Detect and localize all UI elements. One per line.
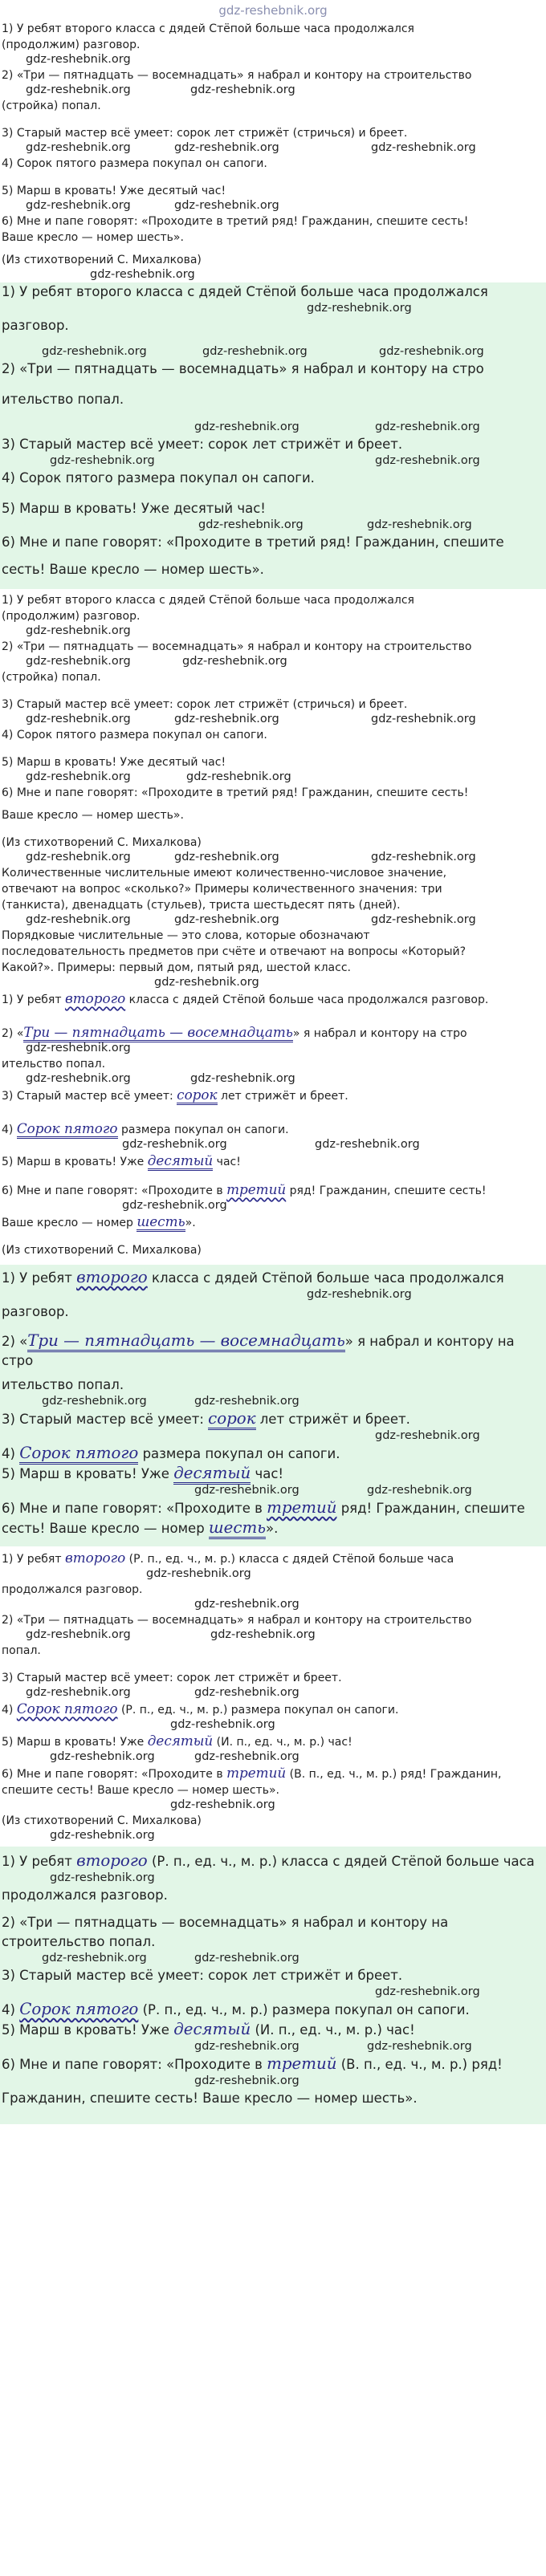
- text-line: Какой?». Примеры: первый дом, пятый ряд, шестой класс.: [2, 961, 351, 974]
- text-line: 6) Мне и папе говорят: «Проходите в третий ряд! Гражданин, спешите сесть!: [2, 1181, 487, 1197]
- watermark: gdz-reshebnik.org: [210, 1628, 316, 1641]
- watermark: gdz-reshebnik.org: [194, 2040, 299, 2053]
- text-line: 5) Марш в кровать! Уже десятый час!: [2, 756, 226, 769]
- marked-numeral: Сорок пятого: [16, 1700, 118, 1717]
- text-line: отвечают на вопрос «сколько?» Примеры количественного значения: три: [2, 883, 442, 896]
- text-line: 5) Марш в кровать! Уже десятый (И. п., ед. ч., м. р.) час!: [2, 1733, 352, 1749]
- watermark: gdz-reshebnik.org: [154, 976, 259, 989]
- text-line: ительство попал.: [2, 392, 124, 407]
- watermark: gdz-reshebnik.org: [190, 1072, 295, 1085]
- text-line: 3) Старый мастер всё умеет: сорок лет стрижёт и бреет.: [2, 1968, 403, 1983]
- watermark: gdz-reshebnik.org: [194, 1750, 299, 1763]
- text-line: последовательность предметов при счёте и отвечают на вопросы «Который?: [2, 945, 467, 958]
- text-line: 1) У ребят второго класса с дядей Стёпой больше часа продолжался: [2, 594, 414, 607]
- text-line: (стройка) попал.: [2, 671, 101, 684]
- watermark: gdz-reshebnik.org: [307, 1288, 412, 1301]
- text-line: 3) Старый мастер всё умеет: сорок лет стрижёт и бреет.: [2, 1672, 342, 1684]
- watermark: gdz-reshebnik.org: [26, 851, 131, 863]
- text-line: 3) Старый мастер всё умеет: сорок лет стрижёт и бреет.: [2, 1409, 546, 1429]
- watermark: gdz-reshebnik.org: [367, 1484, 472, 1497]
- exercise-theory: [0, 589, 546, 976]
- watermark: gdz-reshebnik.org: [26, 655, 131, 668]
- text-line: 4) Сорок пятого размера покупал он сапоги.: [2, 1120, 546, 1138]
- exercise-marked-2: [0, 1265, 546, 1546]
- watermark: gdz-reshebnik.org: [174, 199, 279, 212]
- marked-numeral: десятый: [147, 1733, 214, 1749]
- text-line: 4) Сорок пятого размера покупал он сапоги.: [2, 1444, 546, 1464]
- marked-numeral: сорок: [177, 1087, 217, 1105]
- text-line: спешите сесть! Ваше кресло — номер шесть».: [2, 1784, 279, 1797]
- text-line: 5) Марш в кровать! Уже десятый (И. п., ед. ч., м. р.) час!: [2, 2020, 415, 2038]
- text-line: 1) У ребят второго (Р. п., ед. ч., м. р.) класса с дядей Стёпой больше часа: [2, 1550, 454, 1566]
- watermark: gdz-reshebnik.org: [307, 302, 412, 315]
- text-line: 6) Мне и папе говорят: «Проходите в третий ряд! Гражданин, спешите: [2, 1498, 525, 1517]
- watermark: gdz-reshebnik.org: [170, 1798, 275, 1811]
- text-line: Порядковые числительные — это слова, которые обозначают: [2, 929, 370, 942]
- watermark: gdz-reshebnik.org: [379, 345, 484, 358]
- watermark: gdz-reshebnik.org: [194, 1484, 299, 1497]
- watermark: gdz-reshebnik.org: [194, 1395, 299, 1408]
- marked-numeral: десятый: [173, 2020, 251, 2038]
- text-line: 1) У ребят второго (Р. п., ед. ч., м. р.) класса с дядей Стёпой больше часа: [2, 1851, 535, 1870]
- text-line: 6) Мне и папе говорят: «Проходите в третий (В. п., ед. ч., м. р.) ряд! Гражданин,: [2, 1765, 502, 1781]
- text-line: Ваше кресло — номер шесть».: [2, 231, 184, 244]
- watermark: gdz-reshebnik.org: [26, 1072, 131, 1085]
- text-line: ительство попал.: [2, 1377, 124, 1392]
- exercise-marked-1: [0, 976, 546, 1265]
- watermark: gdz-reshebnik.org: [26, 199, 131, 212]
- text-line: ительство попал.: [2, 1058, 106, 1071]
- text-line: 6) Мне и папе говорят: «Проходите в третий ряд! Гражданин, спешите сесть!: [2, 786, 469, 799]
- text-line: 3) Старый мастер всё умеет: сорок лет стрижёт (стричься) и бреет.: [2, 698, 408, 711]
- text-line: 6) Мне и папе говорят: «Проходите в третий (В. п., ед. ч., м. р.) ряд!: [2, 2054, 503, 2073]
- text-line: сесть! Ваше кресло — номер шесть».: [2, 1518, 546, 1538]
- watermark: gdz-reshebnik.org: [90, 268, 195, 281]
- watermark: gdz-reshebnik.org: [194, 1952, 299, 1965]
- text-line: 2) «Три — пятнадцать — восемнадцать» я набрал и контору на стро: [2, 1331, 515, 1368]
- exercise-morphology-1: [0, 1546, 546, 1847]
- marked-numeral: Сорок пятого: [17, 1120, 118, 1139]
- marked-numeral: третий: [267, 1498, 337, 1517]
- text-line: Гражданин, спешите сесть! Ваше кресло — номер шесть».: [2, 2090, 418, 2106]
- text-line: (Из стихотворений С. Михалкова): [2, 1814, 202, 1827]
- text-line: 2) «Три — пятнадцать — восемнадцать» я набрал и контору на: [2, 1915, 449, 1930]
- text-line: 5) Марш в кровать! Уже десятый час!: [2, 1152, 546, 1170]
- text-line: 5) Марш в кровать! Уже десятый час!: [2, 501, 266, 516]
- marked-numeral: сорок: [208, 1409, 255, 1430]
- watermark: gdz-reshebnik.org: [42, 1952, 147, 1965]
- marked-numeral: второго: [76, 1268, 148, 1286]
- watermark: gdz-reshebnik.org: [26, 624, 131, 637]
- exercise-morphology-2: [0, 1847, 546, 2124]
- text-line: 4) Сорок пятого размера покупал он сапоги.: [2, 729, 267, 742]
- watermark: gdz-reshebnik.org: [26, 83, 131, 96]
- text-line: 6) Мне и папе говорят: «Проходите в третий ряд! Гражданин, спешите: [2, 534, 504, 550]
- watermark: gdz-reshebnik.org: [174, 851, 279, 863]
- watermark: gdz-reshebnik.org: [50, 454, 155, 467]
- watermark: gdz-reshebnik.org: [375, 1985, 480, 1998]
- text-line: 2) «Три — пятнадцать — восемнадцать» я набрал и контору на строительство: [2, 69, 472, 82]
- watermark: gdz-reshebnik.org: [26, 1686, 131, 1699]
- watermark: gdz-reshebnik.org: [122, 1199, 227, 1212]
- watermark: gdz-reshebnik.org: [26, 1042, 131, 1054]
- watermark: gdz-reshebnik.org: [315, 1138, 420, 1151]
- watermark: gdz-reshebnik.org: [50, 1750, 155, 1763]
- watermark: gdz-reshebnik.org: [50, 1871, 155, 1884]
- watermark: gdz-reshebnik.org: [371, 141, 476, 154]
- watermark: gdz-reshebnik.org: [122, 1138, 227, 1151]
- text-line: (Из стихотворений С. Михалкова): [2, 254, 202, 266]
- text-line: 3) Старый мастер всё умеет: сорок лет стрижёт (стричься) и бреет.: [2, 127, 408, 140]
- text-line: продолжался разговор.: [2, 1583, 143, 1596]
- text-line: продолжался разговор.: [2, 1887, 168, 1903]
- watermark: gdz-reshebnik.org: [174, 913, 279, 926]
- text-line: строительство попал.: [2, 1934, 156, 1949]
- text-line: (продолжим) разговор.: [2, 610, 141, 623]
- watermark: gdz-reshebnik.org: [174, 141, 279, 154]
- watermark: gdz-reshebnik.org: [26, 713, 131, 725]
- text-line: (продолжим) разговор.: [2, 39, 141, 51]
- marked-numeral: шесть: [136, 1213, 185, 1232]
- text-line: 6) Мне и папе говорят: «Проходите в третий ряд! Гражданин, спешите сесть!: [2, 215, 469, 228]
- marked-numeral: десятый: [148, 1152, 213, 1171]
- watermark: gdz-reshebnik.org: [186, 770, 291, 783]
- marked-numeral: шесть: [209, 1518, 266, 1539]
- watermark: gdz-reshebnik.org: [190, 83, 295, 96]
- text-line: (танкиста), двенадцать (стульев), триста шестьдесят пять (дней).: [2, 899, 401, 912]
- marked-numeral: третий: [267, 2054, 337, 2073]
- watermark: gdz-reshebnik.org: [170, 1718, 275, 1731]
- watermark: gdz-reshebnik.org: [367, 2040, 472, 2053]
- watermark: gdz-reshebnik.org: [202, 345, 308, 358]
- watermark: gdz-reshebnik.org: [26, 53, 131, 66]
- watermark: gdz-reshebnik.org: [26, 770, 131, 783]
- marked-numeral: Три — пятнадцать — восемнадцать: [27, 1331, 344, 1352]
- text-line: 4) Сорок пятого (Р. п., ед. ч., м. р.) размера покупал он сапоги.: [2, 2000, 470, 2018]
- watermark: gdz-reshebnik.org: [146, 1567, 251, 1580]
- text-line: 3) Старый мастер всё умеет: сорок лет стрижёт и бреет.: [2, 1087, 546, 1104]
- marked-numeral: Сорок пятого: [19, 1444, 138, 1465]
- watermark: gdz-reshebnik.org: [375, 454, 480, 467]
- text-line: 1) У ребят второго класса с дядей Стёпой больше часа продолжался: [2, 22, 414, 35]
- watermark: gdz-reshebnik.org: [194, 2074, 299, 2087]
- watermark: gdz-reshebnik.org: [50, 1829, 155, 1842]
- text-line: 1) У ребят второго класса с дядей Стёпой больше часа продолжался разговор.: [2, 990, 489, 1006]
- text-line: 2) «Три — пятнадцать — восемнадцать» я набрал и контору на строительство: [2, 1614, 472, 1627]
- text-line: (стройка) попал.: [2, 100, 101, 112]
- exercise-text-original: [0, 21, 546, 282]
- watermark: gdz-reshebnik.org: [182, 655, 287, 668]
- watermark: gdz-reshebnik.org: [26, 913, 131, 926]
- marked-numeral: второго: [64, 1550, 126, 1566]
- text-line: 4) Сорок пятого (Р. п., ед. ч., м. р.) размера покупал он сапоги.: [2, 1700, 399, 1717]
- text-line: 3) Старый мастер всё умеет: сорок лет стрижёт и бреет.: [2, 437, 403, 452]
- watermark: gdz-reshebnik.org: [367, 518, 472, 531]
- watermark: gdz-reshebnik.org: [375, 1429, 480, 1442]
- text-line: сесть! Ваше кресло — номер шесть».: [2, 562, 264, 577]
- watermark: gdz-reshebnik.org: [371, 913, 476, 926]
- watermark: gdz-reshebnik.org: [371, 851, 476, 863]
- watermark: gdz-reshebnik.org: [26, 1628, 131, 1641]
- watermark: gdz-reshebnik.org: [42, 345, 147, 358]
- text-line: (Из стихотворений С. Михалкова): [2, 836, 202, 849]
- text-line: 5) Марш в кровать! Уже десятый час!: [2, 1464, 546, 1484]
- text-line: 2) «Три — пятнадцать — восемнадцать» я набрал и контору на стро: [2, 361, 484, 376]
- site-title: gdz-reshebnik.org: [218, 3, 328, 18]
- marked-numeral: второго: [64, 990, 126, 1006]
- watermark: gdz-reshebnik.org: [371, 713, 476, 725]
- text-line: 1) У ребят второго класса с дядей Стёпой больше часа продолжался: [2, 284, 488, 299]
- text-line: (Из стихотворений С. Михалкова): [2, 1244, 202, 1257]
- text-line: разговор.: [2, 1304, 69, 1319]
- marked-numeral: третий: [226, 1765, 287, 1781]
- watermark: gdz-reshebnik.org: [174, 713, 279, 725]
- text-line: Ваше кресло — номер шесть».: [2, 1213, 546, 1231]
- watermark: gdz-reshebnik.org: [194, 1598, 299, 1611]
- watermark: gdz-reshebnik.org: [42, 1395, 147, 1408]
- marked-numeral: третий: [226, 1181, 287, 1197]
- text-line: Ваше кресло — номер шесть».: [2, 809, 184, 822]
- text-line: 4) Сорок пятого размера покупал он сапоги.: [2, 157, 267, 170]
- marked-numeral: десятый: [173, 1464, 251, 1485]
- watermark: gdz-reshebnik.org: [194, 1686, 299, 1699]
- text-line: попал.: [2, 1644, 41, 1657]
- text-line: 2) «Три — пятнадцать — восемнадцать» я набрал и контору на строительство: [2, 640, 472, 653]
- text-line: 2) «Три — пятнадцать — восемнадцать» я набрал и контору на стро: [2, 1024, 546, 1042]
- text-line: Количественные числительные имеют количественно-числовое значение,: [2, 867, 447, 880]
- watermark: gdz-reshebnik.org: [26, 141, 131, 154]
- watermark: gdz-reshebnik.org: [198, 518, 304, 531]
- marked-numeral: Три — пятнадцать — восемнадцать: [23, 1024, 293, 1042]
- watermark: gdz-reshebnik.org: [194, 421, 299, 433]
- text-line: разговор.: [2, 318, 69, 333]
- text-line: 5) Марш в кровать! Уже десятый час!: [2, 185, 226, 197]
- text-line: 4) Сорок пятого размера покупал он сапоги.: [2, 470, 315, 486]
- marked-numeral: Сорок пятого: [19, 2000, 139, 2018]
- marked-numeral: второго: [76, 1851, 148, 1870]
- text-line: 1) У ребят второго класса с дядей Стёпой больше часа продолжался: [2, 1268, 504, 1286]
- watermark: gdz-reshebnik.org: [375, 421, 480, 433]
- exercise-answer-1: [0, 282, 546, 589]
